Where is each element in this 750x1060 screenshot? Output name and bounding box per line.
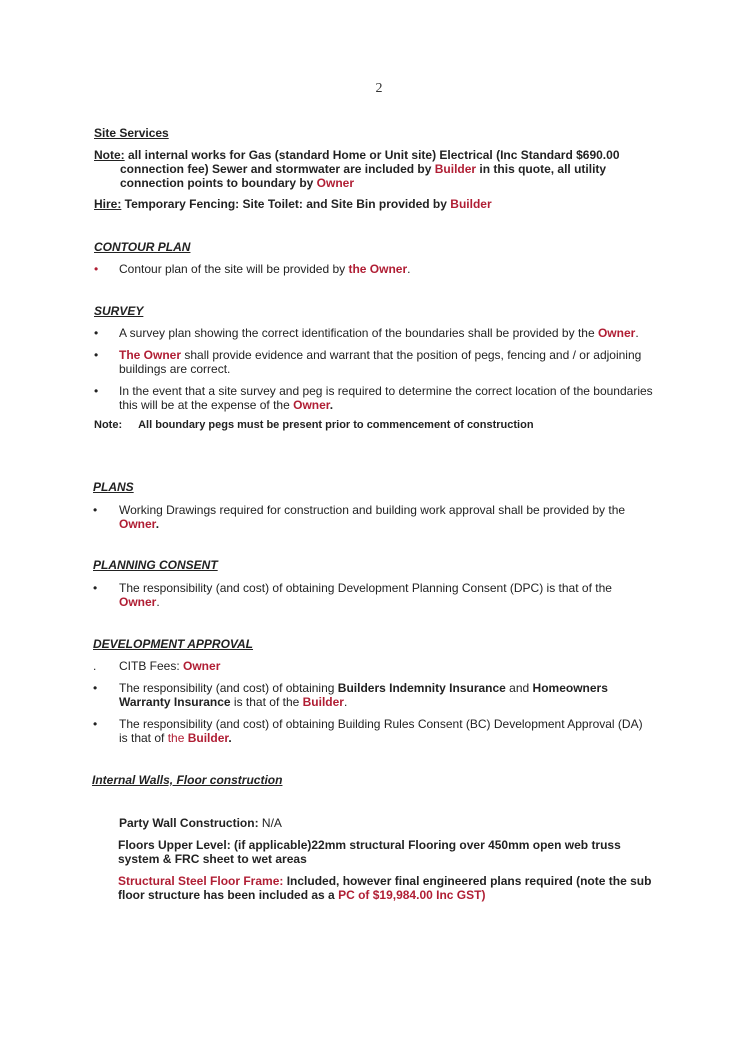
survey-item-1-owner: Owner (597, 326, 636, 340)
note-line2b: in this quote, all utility (476, 162, 607, 176)
note-line3: connection points to boundary by (120, 176, 317, 190)
party-wall-value: N/A (258, 816, 282, 830)
dev-item-2-builder: Builder (302, 695, 344, 709)
survey-item-1-end: . (635, 326, 639, 340)
hire-label: Hire: (94, 197, 122, 211)
survey-item-2-line2: buildings are correct. (119, 362, 231, 376)
dev-item-2-bold1: Builders Indemnity Insurance (337, 681, 506, 695)
survey-item-2 (119, 348, 679, 376)
bullet: • (94, 262, 99, 276)
development-approval-item-2 (119, 681, 679, 709)
dev-item-2-end: . (343, 695, 348, 709)
contour-plan-heading: CONTOUR PLAN (94, 240, 191, 254)
contour-text: Contour plan of the site will be provided by (119, 262, 349, 276)
survey-note (94, 418, 534, 432)
plans-item-end: . (155, 517, 160, 531)
contour-plan-item (119, 262, 411, 276)
survey-item-3-owner: Owner (293, 398, 330, 412)
note-label: Note: (94, 148, 125, 162)
planning-consent-heading: PLANNING CONSENT (93, 558, 218, 572)
note-line2a: connection fee) Sewer and stormwater are included by (120, 162, 435, 176)
citb-fees-item (119, 659, 220, 673)
development-approval-item-3 (119, 717, 679, 745)
note-builder: Builder (434, 162, 477, 176)
survey-item-3-end: . (329, 398, 334, 412)
survey-heading: SURVEY (94, 304, 144, 318)
survey-item-1-text: A survey plan showing the correct identification of the boundaries shall be provided by the (119, 326, 598, 340)
note-owner: Owner (316, 176, 355, 190)
survey-item-3-line1: In the event that a site survey and peg is required to determine the correct location of the boundaries (119, 384, 653, 398)
plans-item-owner: Owner (119, 517, 156, 531)
bullet: • (94, 384, 99, 398)
plans-heading: PLANS (93, 480, 134, 494)
bullet: • (94, 326, 99, 340)
site-services-heading: Site Services (94, 126, 169, 140)
internal-walls-heading: Internal Walls, Floor construction (92, 773, 283, 787)
citb-label: CITB Fees: (119, 659, 184, 673)
page-number: 2 (375, 81, 383, 96)
dev-item-2-and: and (505, 681, 533, 695)
survey-item-1 (119, 326, 639, 340)
citb-owner: Owner (183, 659, 221, 673)
steel-floor-frame (118, 874, 698, 902)
survey-item-3-line2: this will be at the expense of the (119, 398, 294, 412)
development-approval-heading: DEVELOPMENT APPROVAL (93, 637, 254, 651)
dev-item-3-the: the (167, 731, 188, 745)
dev-item-2-text: The responsibility (and cost) of obtaining (119, 681, 338, 695)
bullet: . (93, 659, 97, 673)
bullet: • (94, 348, 99, 362)
contour-end: . (407, 262, 411, 276)
party-wall-label: Party Wall Construction: (119, 816, 259, 830)
survey-note-text: All boundary pegs must be present prior to commencement of construction (138, 419, 534, 431)
bullet: • (93, 503, 98, 517)
floors-line1: Floors Upper Level: (if applicable)22mm structural Flooring over 450mm open web truss (118, 838, 621, 852)
dev-item-3-builder: Builder (187, 731, 229, 745)
floors-upper-level (118, 838, 688, 866)
steel-label: Structural Steel Floor Frame: (118, 874, 284, 888)
bullet: • (93, 681, 98, 695)
dev-item-3-end: . (228, 731, 232, 745)
dev-item-3-line2: is that of (119, 731, 168, 745)
steel-text1: Included, however final engineered plans required (note the sub (283, 874, 652, 888)
dev-item-3-line1: The responsibility (and cost) of obtaining Building Rules Consent (BC) Development Approval (DA) (119, 717, 643, 731)
hire-line (94, 197, 492, 211)
bullet: • (93, 717, 98, 731)
steel-pc: PC of $19,984.00 Inc GST) (338, 888, 486, 902)
survey-item-2-owner: The Owner (119, 348, 182, 362)
survey-item-3 (119, 384, 699, 412)
contour-owner: the Owner (348, 262, 408, 276)
planning-consent-owner: Owner (119, 595, 157, 609)
floors-line2: system & FRC sheet to wet areas (118, 852, 307, 866)
plans-item (119, 503, 679, 531)
survey-item-2-line1: shall provide evidence and warrant that the position of pegs, fencing and / or adjoining (181, 348, 642, 362)
party-wall-line (119, 816, 282, 830)
planning-consent-end: . (156, 595, 160, 609)
hire-builder: Builder (450, 197, 492, 211)
survey-note-label: Note: (94, 419, 123, 431)
steel-text2: floor structure has been included as a (118, 888, 339, 902)
dev-item-2-bold2a: Homeowners (532, 681, 608, 695)
dev-item-2-bold2b: Warranty Insurance (119, 695, 231, 709)
dev-item-2-text2: is that of the (230, 695, 303, 709)
hire-text: Temporary Fencing: Site Toilet: and Site Bin provided by (121, 197, 451, 211)
plans-item-line1: Working Drawings required for construction and building work approval shall be provided by the (119, 503, 626, 517)
site-services-note (94, 148, 654, 190)
planning-consent-line1: The responsibility (and cost) of obtaining Development Planning Consent (DPC) is that of the (119, 581, 612, 595)
note-line1: all internal works for Gas (standard Home or Unit site) Electrical (Inc Standard $690.00 (124, 148, 620, 162)
planning-consent-item (119, 581, 679, 609)
bullet: • (93, 581, 98, 595)
